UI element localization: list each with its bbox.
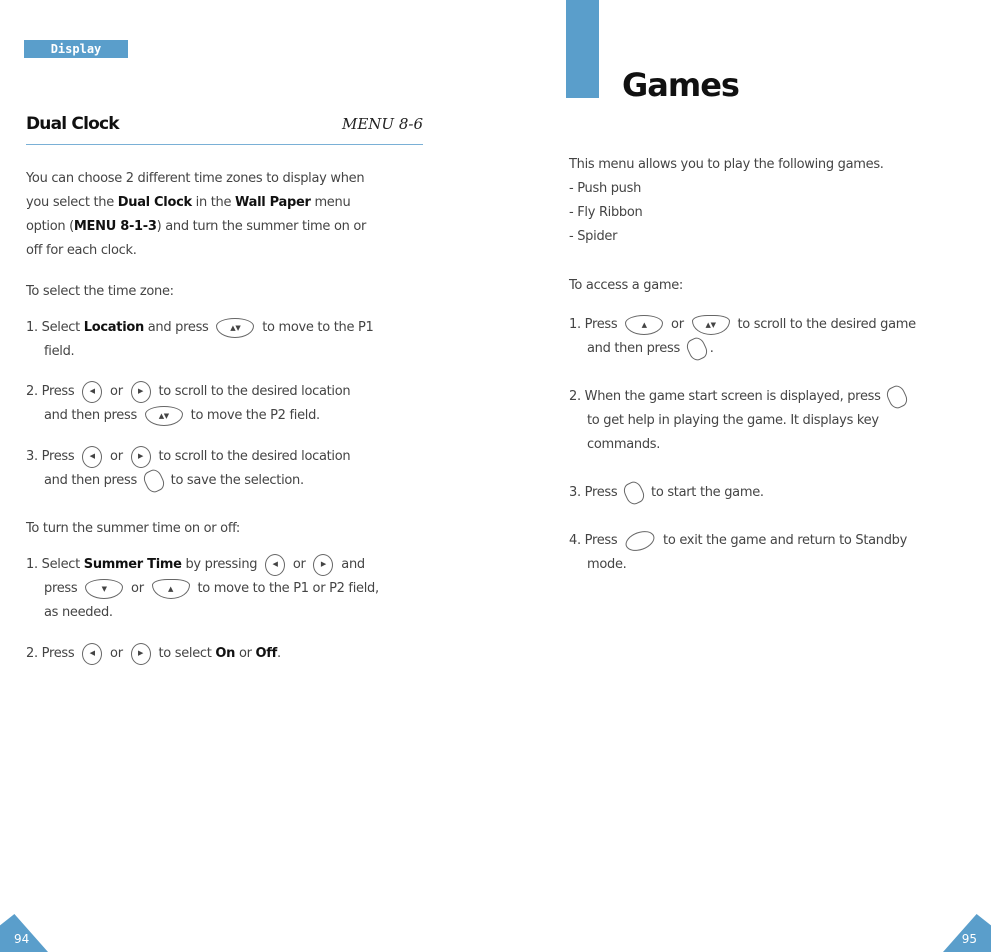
summer-step-2: 2. Press ◀ or ▶ to select On or Off. xyxy=(26,642,281,666)
page-number: 95 xyxy=(961,932,977,946)
game-step-2: 2. When the game start screen is displayed, press to get help in playing the game. It displays key commands. xyxy=(569,385,910,457)
game-step-1: 1. Press ▲ or ▲▼ to scroll to the desired game and then press . xyxy=(569,313,916,361)
section-tab: Display xyxy=(24,40,128,58)
nav-key-icon: ▲▼ xyxy=(216,318,254,338)
intro-line: you select the Dual Clock in the Wall Paper menu xyxy=(26,195,351,210)
intro-line: off for each clock. xyxy=(26,243,137,258)
left-soft-key-icon: ◀ xyxy=(265,554,285,576)
zone-step-3: 3. Press ◀ or ▶ to scroll to the desired location and then press to save the selection. xyxy=(26,445,350,493)
access-heading: To access a game: xyxy=(569,278,684,293)
nav-key-icon: ▼ xyxy=(85,579,123,599)
zone-step-1: 1. Select Location and press ▲▼ to move to the P1 field. xyxy=(26,316,374,364)
right-page xyxy=(470,0,991,952)
left-soft-key-icon: ◀ xyxy=(82,643,102,665)
right-soft-key-icon: ▶ xyxy=(313,554,333,576)
ok-key-icon xyxy=(621,479,647,507)
summer-step-1: 1. Select Summer Time by pressing ◀ or ▶ and press ▼ or ▲ to move to the P1 or P2 field, as needed. xyxy=(26,553,379,625)
page-number: 94 xyxy=(14,932,30,946)
page-title: Dual Clock xyxy=(26,114,119,134)
right-soft-key-icon: ▶ xyxy=(131,446,151,468)
title-row xyxy=(26,112,423,145)
ok-key-icon xyxy=(684,335,710,363)
ok-key-icon xyxy=(141,467,167,495)
page-title: Games xyxy=(622,66,739,104)
game-item: - Push push xyxy=(569,181,642,196)
nav-key-icon: ▲ xyxy=(152,579,190,599)
game-step-4: 4. Press to exit the game and return to Standby mode. xyxy=(569,529,907,577)
summer-heading: To turn the summer time on or off: xyxy=(26,521,241,536)
intro-line: option (MENU 8-1-3) and turn the summer time on or xyxy=(26,219,367,234)
nav-key-icon: ▲ xyxy=(625,315,663,335)
nav-key-icon: ▲▼ xyxy=(145,406,183,426)
left-soft-key-icon: ◀ xyxy=(82,381,102,403)
games-intro: This menu allows you to play the following games. - Push push - Fly Ribbon - Spider xyxy=(569,153,884,249)
menu-key-icon xyxy=(885,383,911,411)
right-soft-key-icon: ▶ xyxy=(131,381,151,403)
intro-line: You can choose 2 different time zones to display when xyxy=(26,171,365,186)
game-item: - Spider xyxy=(569,229,618,244)
game-step-3: 3. Press to start the game. xyxy=(569,481,764,505)
zone-step-2: 2. Press ◀ or ▶ to scroll to the desired location and then press ▲▼ to move the P2 field. xyxy=(26,380,350,428)
menu-reference: MENU 8-6 xyxy=(342,115,423,133)
intro-paragraph xyxy=(26,167,366,263)
section-bar xyxy=(566,0,599,98)
select-zone-heading: To select the time zone: xyxy=(26,284,174,299)
game-item: - Fly Ribbon xyxy=(569,205,643,220)
left-page xyxy=(0,0,470,952)
left-soft-key-icon: ◀ xyxy=(82,446,102,468)
right-soft-key-icon: ▶ xyxy=(131,643,151,665)
nav-key-icon: ▲▼ xyxy=(692,315,730,335)
end-key-icon xyxy=(623,527,657,554)
